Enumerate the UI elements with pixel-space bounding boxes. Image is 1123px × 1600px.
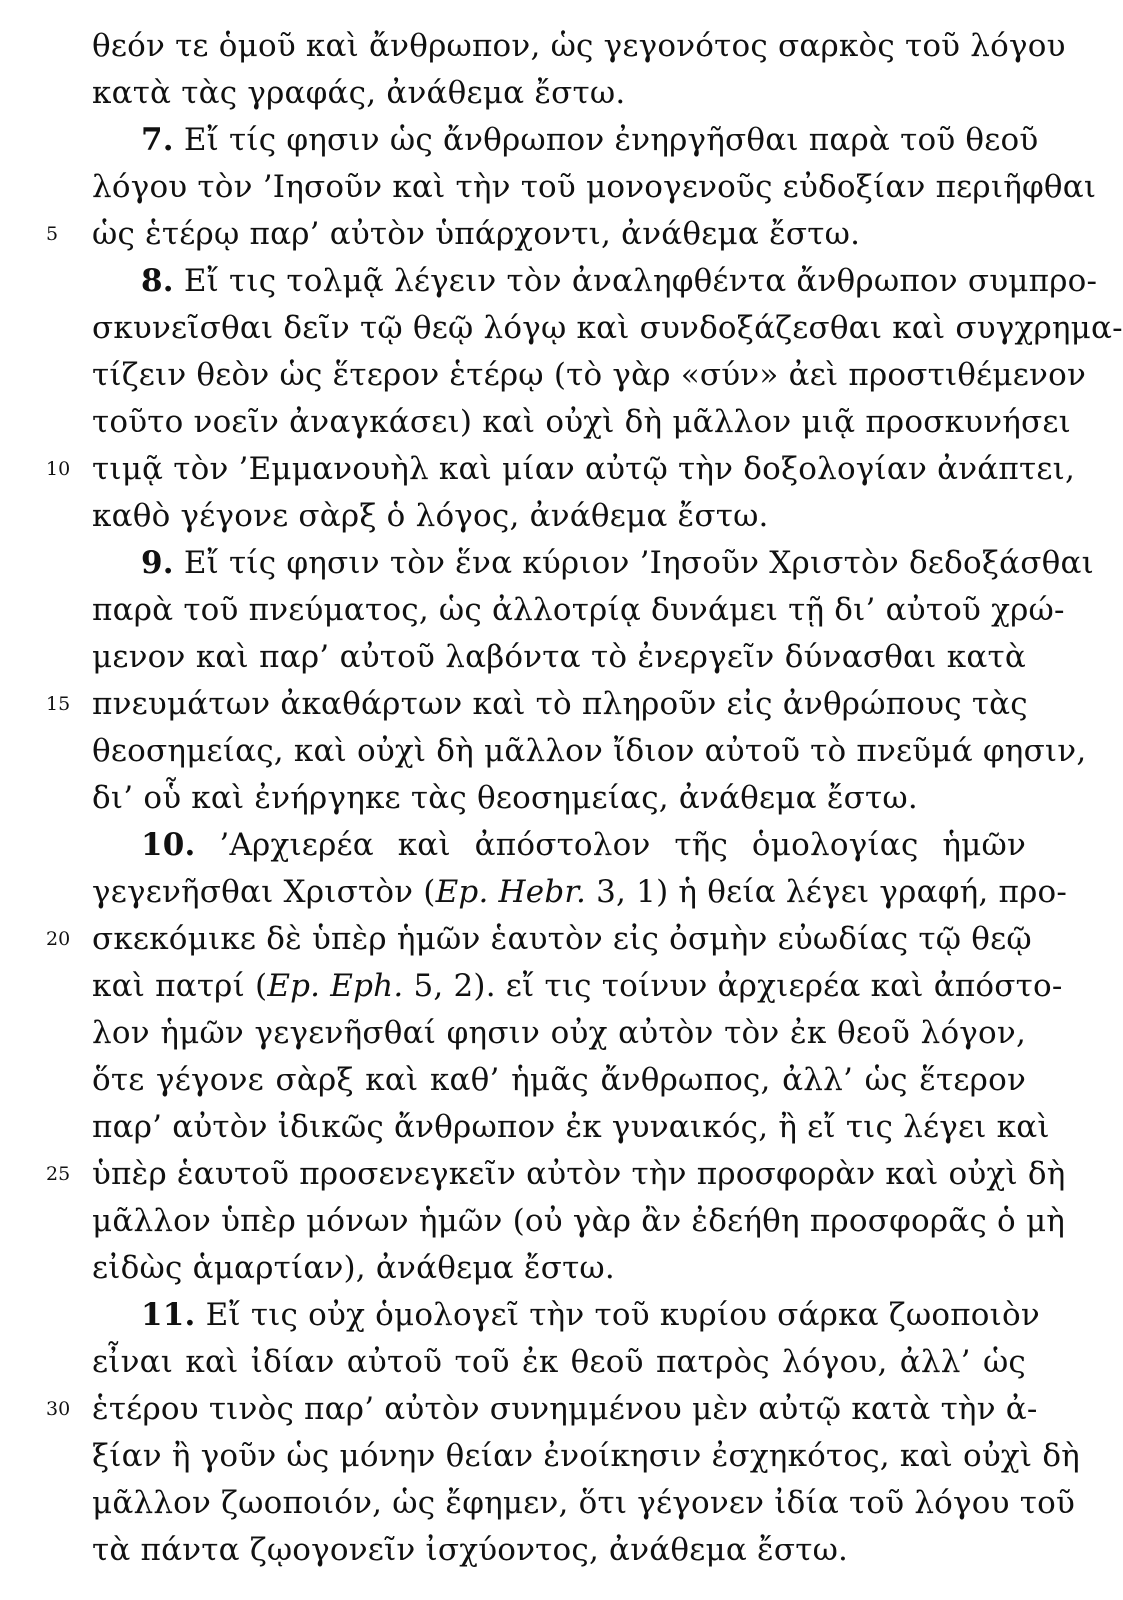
- line-number: 30: [46, 1398, 71, 1420]
- text-line: τιμᾷ τὸν ’Εμμανουὴλ καὶ μίαν αὐτῷ τὴν δοξολογίαν ἀνάπτει,: [92, 451, 1076, 487]
- paragraph-number: 7.: [141, 122, 174, 158]
- text-line: λόγου τὸν ’Ιησοῦν καὶ τὴν τοῦ μονογενοῦς εὐδοξίαν περιῆφθαι: [92, 169, 1097, 205]
- paragraph-7-start: [92, 120, 1039, 162]
- text-line: ὑπὲρ ἑαυτοῦ προσενεγκεῖν αὐτὸν τὴν προσφορὰν καὶ οὐχὶ δὴ: [92, 1156, 1066, 1192]
- text-span: Εἴ τις τολμᾷ λέγειν τὸν ἀναληφθέντα ἄνθρωπον συμπρο-: [173, 263, 1098, 299]
- text-span: γεγενῆσθαι Χριστὸν (: [92, 874, 436, 910]
- text-line: σκυνεῖσθαι δεῖν τῷ θεῷ λόγῳ καὶ συνδοξάζεσθαι καὶ συγχρημα-: [92, 310, 1123, 346]
- paragraph-11-start: [92, 1295, 1040, 1337]
- text-line: κατὰ τὰς γραφάς, ἀνάθεμα ἔστω.: [92, 75, 626, 111]
- text-span: ’Αρχιερέα καὶ ἀπόστολον τῆς ὁμολογίας ἡμῶν: [195, 827, 1026, 863]
- paragraph-9-start: [92, 543, 1094, 585]
- text-line: τίζειν θεὸν ὡς ἕτερον ἑτέρῳ (τὸ γὰρ «σύν» ἀεὶ προστιθέμενον: [92, 357, 1086, 393]
- text-line: μενον καὶ παρ’ αὐτοῦ λαβόντα τὸ ἐνεργεῖν δύνασθαι κατὰ: [92, 639, 1026, 675]
- text-span: 3, 1) ἡ θεία λέγει γραφή, προ-: [586, 874, 1068, 910]
- text-line: παρ’ αὐτὸν ἰδικῶς ἄνθρωπον ἐκ γυναικός, ἢ εἴ τις λέγει καὶ: [92, 1109, 1050, 1145]
- paragraph-number: 9.: [141, 545, 174, 581]
- text-line: καθὸ γέγονε σὰρξ ὁ λόγος, ἀνάθεμα ἔστω.: [92, 498, 769, 534]
- line-number: 25: [46, 1163, 71, 1185]
- text-line: ὡς ἑτέρῳ παρ’ αὐτὸν ὑπάρχοντι, ἀνάθεμα ἔστω.: [92, 216, 861, 252]
- text-line: σκεκόμικε δὲ ὑπὲρ ἡμῶν ἑαυτὸν εἰς ὀσμὴν εὐωδίας τῷ θεῷ: [92, 921, 1032, 957]
- text-line: ὅτε γέγονε σὰρξ καὶ καθ’ ἡμᾶς ἄνθρωπος, ἀλλ’ ὡς ἕτερον: [92, 1062, 1026, 1098]
- text-line: μᾶλλον ὑπὲρ μόνων ἡμῶν (οὐ γὰρ ἂν ἐδεήθη προσφορᾶς ὁ μὴ: [92, 1203, 1066, 1239]
- text-line: δι’ οὗ καὶ ἐνήργηκε τὰς θεοσημείας, ἀνάθεμα ἔστω.: [92, 780, 918, 816]
- citation: Ep. Eph.: [267, 968, 404, 1004]
- text-line: πνευμάτων ἀκαθάρτων καὶ τὸ πληροῦν εἰς ἀνθρώπους τὰς: [92, 686, 1028, 722]
- paragraph-number: 11.: [141, 1297, 196, 1333]
- text-line: ἑτέρου τινὸς παρ’ αὐτὸν συνημμένου μὲν αὐτῷ κατὰ τὴν ἀ-: [92, 1391, 1038, 1427]
- line-number: 20: [46, 928, 71, 950]
- line-number: 5: [46, 223, 59, 245]
- text-span: καὶ πατρί (: [92, 968, 268, 1004]
- paragraph-number: 8.: [141, 263, 174, 299]
- text-line: τοῦτο νοεῖν ἀναγκάσει) καὶ οὐχὶ δὴ μᾶλλον μιᾷ προσκυνήσει: [92, 404, 1071, 440]
- text-line: τὰ πάντα ζῳογονεῖν ἰσχύοντος, ἀνάθεμα ἔστω.: [92, 1532, 849, 1568]
- text-line: ξίαν ἢ γοῦν ὡς μόνην θείαν ἐνοίκησιν ἐσχηκότος, καὶ οὐχὶ δὴ: [92, 1438, 1080, 1474]
- text-line: παρὰ τοῦ πνεύματος, ὡς ἀλλοτρίᾳ δυνάμει τῇ δι’ αὐτοῦ χρώ-: [92, 592, 1065, 628]
- text-line: λον ἡμῶν γεγενῆσθαί φησιν οὐχ αὐτὸν τὸν ἐκ θεοῦ λόγον,: [92, 1015, 1026, 1051]
- text-span: Εἴ τίς φησιν τὸν ἕνα κύριον ’Ιησοῦν Χριστὸν δεδοξάσθαι: [173, 545, 1094, 581]
- text-line: θεόν τε ὁμοῦ καὶ ἄνθρωπον, ὡς γεγονότος σαρκὸς τοῦ λόγου: [92, 28, 1066, 64]
- text-line: μᾶλλον ζωοποιόν, ὡς ἔφημεν, ὅτι γέγονεν ἰδία τοῦ λόγου τοῦ: [92, 1485, 1075, 1521]
- citation: Ep. Hebr.: [435, 874, 587, 910]
- text-line: εἰδὼς ἁμαρτίαν), ἀνάθεμα ἔστω.: [92, 1250, 615, 1286]
- text-line: θεοσημείας, καὶ οὐχὶ δὴ μᾶλλον ἴδιον αὐτοῦ τὸ πνεῦμά φησιν,: [92, 733, 1087, 769]
- text-span: Εἴ τίς φησιν ὡς ἄνθρωπον ἐνηργῆσθαι παρὰ τοῦ θεοῦ: [173, 122, 1039, 158]
- text-line: [92, 966, 1063, 1008]
- line-number: 10: [46, 458, 71, 480]
- text-span: Εἴ τις οὐχ ὁμολογεῖ τὴν τοῦ κυρίου σάρκα ζωοποιὸν: [195, 1297, 1040, 1333]
- paragraph-8-start: [92, 261, 1098, 303]
- text-line: εἶναι καὶ ἰδίαν αὐτοῦ τοῦ ἐκ θεοῦ πατρὸς λόγου, ἀλλ’ ὡς: [92, 1344, 1026, 1380]
- text-line: [92, 872, 1068, 914]
- line-number: 15: [46, 693, 71, 715]
- paragraph-number: 10.: [141, 827, 196, 863]
- text-span: 5, 2). εἴ τις τοίνυν ἀρχιερέα καὶ ἀπόστο-: [403, 968, 1063, 1004]
- paragraph-10-start: [92, 825, 1026, 867]
